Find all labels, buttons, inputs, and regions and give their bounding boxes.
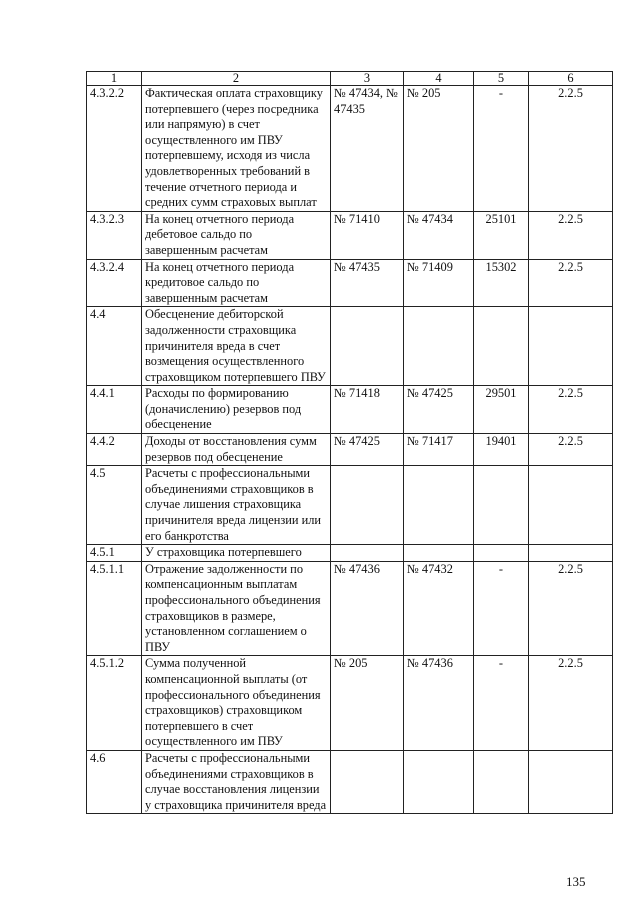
row-symbol-cell: 19401	[474, 434, 529, 466]
row-credit-account-cell	[404, 307, 474, 386]
table-row	[87, 307, 613, 386]
row-description-cell: Расходы по формированию (доначислению) резервов под обесценение	[142, 386, 331, 434]
row-symbol-cell: 25101	[474, 211, 529, 259]
table-row	[87, 656, 613, 751]
row-symbol-cell: -	[474, 656, 529, 751]
row-code-cell: 4.3.2.4	[87, 259, 142, 307]
row-symbol-cell	[474, 307, 529, 386]
row-reference-cell	[529, 307, 613, 386]
row-reference-cell: 2.2.5	[529, 434, 613, 466]
row-description-cell: Отражение задолженности по компенсационным выплатам профессионального объединения страховщиков в размере, установленном соглашением о ПВУ	[142, 561, 331, 656]
table-row	[87, 750, 613, 813]
row-code-cell: 4.3.2.2	[87, 86, 142, 212]
row-debit-account-cell	[331, 750, 404, 813]
table-row	[87, 86, 613, 212]
row-code-cell: 4.6	[87, 750, 142, 813]
column-header-2: 2	[142, 72, 331, 86]
row-credit-account-cell: № 47434	[404, 211, 474, 259]
row-code-cell: 4.5.1.1	[87, 561, 142, 656]
row-description-cell: Обесценение дебиторской задолженности страховщика причинителя вреда в счет возмещения осуществленного страховщиком потерпевшего ПВУ	[142, 307, 331, 386]
row-description-cell: Расчеты с профессиональными объединениями страховщиков в случае восстановления лицензии у страховщика причинителя вреда	[142, 750, 331, 813]
row-description-cell: Расчеты с профессиональными объединениями страховщиков в случае лишения страховщика причинителя вреда лицензии или его банкротства	[142, 466, 331, 545]
accounting-entries-table	[86, 71, 613, 814]
header-row	[87, 72, 613, 86]
row-reference-cell: 2.2.5	[529, 386, 613, 434]
row-reference-cell	[529, 750, 613, 813]
row-credit-account-cell: № 47436	[404, 656, 474, 751]
row-debit-account-cell: № 71410	[331, 211, 404, 259]
column-header-5: 5	[474, 72, 529, 86]
row-code-cell: 4.5.1.2	[87, 656, 142, 751]
row-credit-account-cell: № 47432	[404, 561, 474, 656]
row-symbol-cell: 29501	[474, 386, 529, 434]
row-code-cell: 4.3.2.3	[87, 211, 142, 259]
row-credit-account-cell	[404, 466, 474, 545]
table-row	[87, 211, 613, 259]
row-symbol-cell: -	[474, 86, 529, 212]
row-code-cell: 4.5	[87, 466, 142, 545]
row-credit-account-cell: № 47425	[404, 386, 474, 434]
table-row	[87, 259, 613, 307]
row-symbol-cell: -	[474, 561, 529, 656]
row-credit-account-cell	[404, 545, 474, 562]
row-debit-account-cell: № 47435	[331, 259, 404, 307]
row-debit-account-cell: № 47436	[331, 561, 404, 656]
row-description-cell: У страховщика потерпевшего	[142, 545, 331, 562]
row-reference-cell	[529, 545, 613, 562]
row-reference-cell: 2.2.5	[529, 259, 613, 307]
table-row	[87, 561, 613, 656]
row-reference-cell: 2.2.5	[529, 656, 613, 751]
row-code-cell: 4.4.1	[87, 386, 142, 434]
row-symbol-cell	[474, 545, 529, 562]
column-header-6: 6	[529, 72, 613, 86]
row-debit-account-cell: № 47434, № 47435	[331, 86, 404, 212]
row-credit-account-cell	[404, 750, 474, 813]
row-debit-account-cell	[331, 545, 404, 562]
row-description-cell: На конец отчетного периода дебетовое сальдо по завершенным расчетам	[142, 211, 331, 259]
row-description-cell: Доходы от восстановления сумм резервов под обесценение	[142, 434, 331, 466]
row-reference-cell: 2.2.5	[529, 86, 613, 212]
row-reference-cell: 2.2.5	[529, 561, 613, 656]
row-debit-account-cell: № 71418	[331, 386, 404, 434]
row-reference-cell	[529, 466, 613, 545]
row-description-cell: Фактическая оплата страховщику потерпевшего (через посредника или напрямую) в счет осуществленного им ПВУ потерпевшему, исходя из числа удовлетворенных требований в течение отчетного периода и средних сумм страховых выплат	[142, 86, 331, 212]
row-credit-account-cell: № 71409	[404, 259, 474, 307]
row-description-cell: Сумма полученной компенсационной выплаты (от профессионального объединения страховщиков) страховщиком потерпевшего в счет осуществленного им ПВУ	[142, 656, 331, 751]
table-body	[87, 86, 613, 814]
row-debit-account-cell	[331, 466, 404, 545]
row-symbol-cell	[474, 466, 529, 545]
row-reference-cell: 2.2.5	[529, 211, 613, 259]
table-row	[87, 434, 613, 466]
column-header-4: 4	[404, 72, 474, 86]
row-debit-account-cell	[331, 307, 404, 386]
column-header-3: 3	[331, 72, 404, 86]
row-code-cell: 4.5.1	[87, 545, 142, 562]
table-row	[87, 466, 613, 545]
row-debit-account-cell: № 205	[331, 656, 404, 751]
table-row	[87, 545, 613, 562]
column-header-1: 1	[87, 72, 142, 86]
row-code-cell: 4.4.2	[87, 434, 142, 466]
table-row	[87, 386, 613, 434]
row-symbol-cell: 15302	[474, 259, 529, 307]
row-credit-account-cell: № 205	[404, 86, 474, 212]
row-code-cell: 4.4	[87, 307, 142, 386]
table-header	[87, 72, 613, 86]
row-symbol-cell	[474, 750, 529, 813]
page-number: 135	[566, 874, 586, 889]
row-debit-account-cell: № 47425	[331, 434, 404, 466]
row-credit-account-cell: № 71417	[404, 434, 474, 466]
row-description-cell: На конец отчетного периода кредитовое сальдо по завершенным расчетам	[142, 259, 331, 307]
